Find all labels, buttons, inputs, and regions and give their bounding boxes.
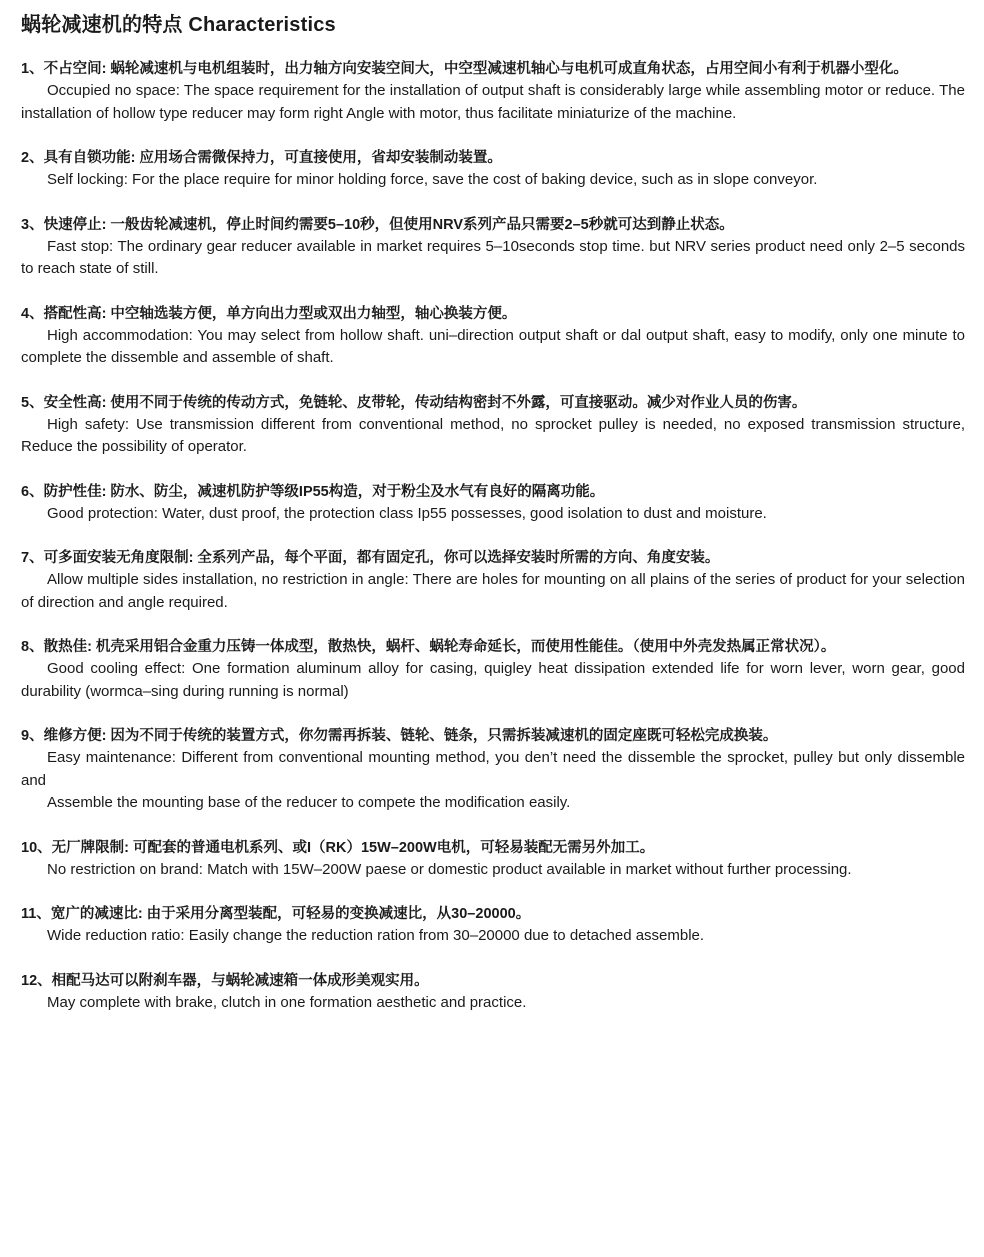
feature-cn-text: 8、散热佳: 机壳采用铝合金重力压铸一体成型，散热快，蜗杆、蜗轮寿命延长，而使用性能佳。（使用中外壳发热属正常状况）。 — [21, 639, 836, 655]
feature-en-text: Easy maintenance: Different from conventional mounting method, you den’t need the dissemble the sprocket, pulley but only dissemble and — [21, 749, 965, 789]
feature-en-text: Self locking: For the place require for minor holding force, save the cost of baking device, such as in slope conveyor. — [47, 171, 818, 188]
feature-item-5 — [21, 392, 965, 459]
feature-cn-text: 3、快速停止: 一般齿轮减速机，停止时间约需要5–10秒，但使用NRV系列产品只需要2–5秒就可达到静止状态。 — [21, 216, 734, 233]
feature-en-text: High safety: Use transmission different from conventional method, no sprocket pulley is needed, no exposed transmission structure, Reduce the possibility of operator. — [21, 415, 965, 455]
feature-item-9 — [21, 725, 965, 815]
feature-en-text-continued: Assemble the mounting base of the reducer to compete the modification easily. — [47, 794, 571, 811]
feature-en-text: Allow multiple sides installation, no restriction in angle: There are holes for mounting on all plains of the series of product for your selection of direction and angle required. — [21, 571, 965, 611]
feature-cn-text: 12、相配马达可以附刹车器，与蜗轮减速箱一体成形美观实用。 — [21, 972, 429, 989]
feature-en-text: No restriction on brand: Match with 15W–200W paese or domestic product available in market without further processing. — [47, 860, 852, 878]
feature-en-text: Good protection: Water, dust proof, the protection class Ip55 possesses, good isolation to dust and moisture. — [47, 504, 767, 522]
characteristics-document — [21, 12, 965, 1036]
feature-item-3 — [21, 214, 965, 281]
feature-item-8 — [21, 636, 965, 703]
feature-cn-text: 5、安全性高: 使用不同于传统的传动方式，免链轮、皮带轮，传动结构密封不外露，可直接驱动。减少对作业人员的伤害。 — [21, 394, 807, 411]
feature-cn-text: 10、无厂牌限制: 可配套的普通电机系列、或I（RK）15W–200W电机，可轻易装配无需另外加工。 — [21, 839, 655, 856]
feature-en-text: Wide reduction ratio: Easily change the reduction ration from 30–20000 due to detached assemble. — [47, 927, 705, 944]
feature-cn-text: 11、宽广的减速比: 由于采用分离型装配，可轻易的变换减速比，从30–20000。 — [21, 906, 531, 922]
feature-item-2 — [21, 147, 965, 192]
feature-cn-text: 2、具有自锁功能: 应用场合需微保持力，可直接使用，省却安装制动装置。 — [21, 150, 502, 166]
feature-en-text: May complete with brake, clutch in one formation aesthetic and practice. — [47, 993, 527, 1011]
feature-cn-text: 9、维修方便: 因为不同于传统的装置方式，你勿需再拆装、链轮、链条，只需拆装减速机的固定座既可轻松完成换装。 — [21, 728, 778, 744]
feature-cn-text: 1、不占空间: 蜗轮减速机与电机组装时，出力轴方向安装空间大，中空型减速机轴心与电机可成直角状态，占用空间小有利于机器小型化。 — [21, 61, 908, 77]
feature-cn-text: 6、防护性佳: 防水、防尘，减速机防护等级IP55构造，对于粉尘及水气有良好的隔离功能。 — [21, 483, 605, 500]
page-title: 蜗轮减速机的特点 Characteristics — [21, 14, 336, 36]
feature-item-1 — [21, 58, 965, 125]
feature-item-12 — [21, 970, 965, 1015]
feature-cn-text: 7、可多面安装无角度限制: 全系列产品，每个平面，都有固定孔，你可以选择安装时所需的方向、角度安装。 — [21, 550, 720, 566]
feature-item-6 — [21, 481, 965, 526]
feature-cn-text: 4、搭配性高: 中空轴选装方便，单方向出力型或双出力轴型，轴心换装方便。 — [21, 305, 517, 322]
feature-en-text: Good cooling effect: One formation aluminum alloy for casing, quigley heat dissipation extended life for worn lever, worn gear, good durability (wormca–sing during running is normal) — [21, 660, 965, 700]
feature-item-7 — [21, 547, 965, 614]
feature-item-4 — [21, 303, 965, 370]
feature-en-text: Occupied no space: The space requirement for the installation of output shaft is considerably large while assembling motor or reduce. The installation of hollow type reducer may form right Angle with motor, thus facilitate miniaturize of the machine. — [21, 82, 965, 122]
feature-en-text: High accommodation: You may select from hollow shaft. uni–direction output shaft or dal output shaft, easy to modify, only one minute to complete the dissemble and assemble of shaft. — [21, 326, 965, 366]
feature-en-text: Fast stop: The ordinary gear reducer available in market requires 5–10seconds stop time. but NRV series product need only 2–5 seconds to reach state of still. — [21, 237, 965, 277]
feature-item-10 — [21, 837, 965, 882]
feature-item-11 — [21, 903, 965, 948]
